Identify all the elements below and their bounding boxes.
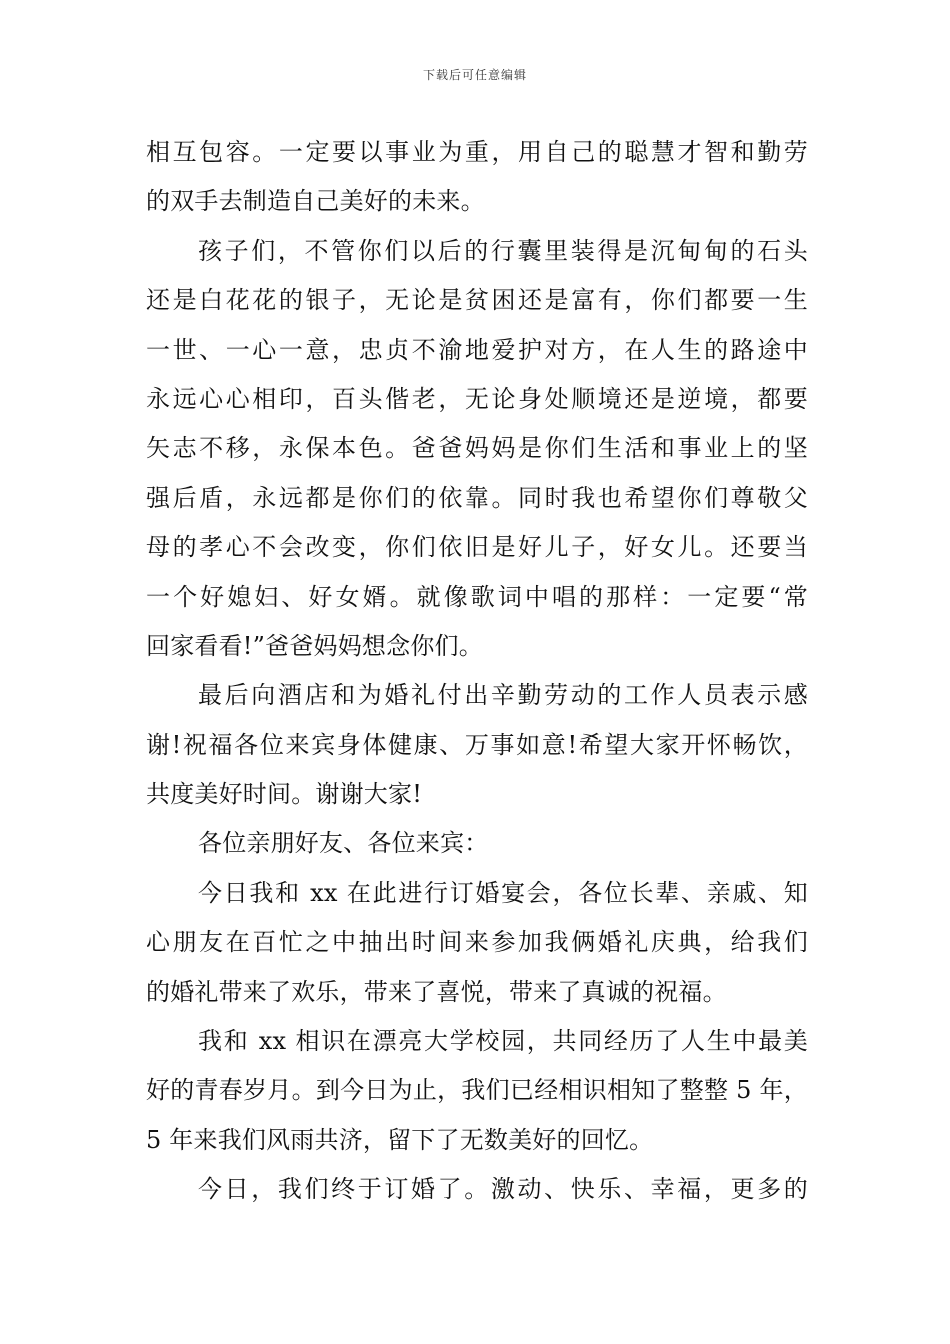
text-line: 相互包容。一定要以事业为重，用自己的聪慧才智和勤劳	[146, 138, 808, 166]
text-line: 母的孝心不会改变，你们依旧是好儿子，好女儿。还要当	[146, 533, 808, 562]
page-header: 下载后可任意编辑	[422, 68, 527, 82]
text-line: 还是白花花的银子，无论是贫困还是富有，你们都要一生	[146, 286, 808, 315]
text-line: 各位亲朋好友、各位来宾：	[198, 829, 489, 858]
text-line: 今日，我们终于订婚了。激动、快乐、幸福，更多的	[198, 1175, 808, 1204]
text-line: 强后盾，永远都是你们的依靠。同时我也希望你们尊敬父	[146, 483, 808, 512]
text-line: 我和 xx 相识在漂亮大学校园，共同经历了人生中最美	[198, 1027, 808, 1056]
text-line: 共度美好时间。谢谢大家!	[146, 780, 423, 809]
text-line: 一世、一心一意，忠贞不渝地爱护对方，在人生的路途中	[146, 335, 808, 364]
text-line: 的双手去制造自己美好的未来。	[146, 187, 485, 216]
text-line: 回家看看!”爸爸妈妈想念你们。	[146, 631, 483, 660]
text-line: 最后向酒店和为婚礼付出辛勤劳动的工作人员表示感	[198, 681, 808, 710]
text-line: 谢!祝福各位来宾身体健康、万事如意!希望大家开怀畅饮，	[146, 730, 808, 759]
text-line: 今日我和 xx 在此进行订婚宴会，各位长辈、亲戚、知	[198, 878, 808, 907]
text-line: 一个好媳妇、好女婿。就像歌词中唱的那样：一定要“常	[146, 582, 808, 611]
text-line: 的婚礼带来了欢乐，带来了喜悦，带来了真诚的祝福。	[146, 977, 727, 1006]
text-line: 心朋友在百忙之中抽出时间来参加我俩婚礼庆典，给我们	[146, 928, 808, 957]
text-line: 好的青春岁月。到今日为止，我们已经相识相知了整整 5 年，	[146, 1076, 808, 1105]
text-line: 5 年来我们风雨共济，留下了无数美好的回忆。	[146, 1125, 654, 1154]
text-line: 孩子们，不管你们以后的行囊里装得是沉甸甸的石头	[198, 236, 808, 265]
document-body	[146, 128, 808, 1215]
text-line: 矢志不移，永保本色。爸爸妈妈是你们生活和事业上的坚	[146, 434, 808, 463]
text-line: 永远心心相印，百头偕老，无论身处顺境还是逆境，都要	[146, 384, 808, 413]
